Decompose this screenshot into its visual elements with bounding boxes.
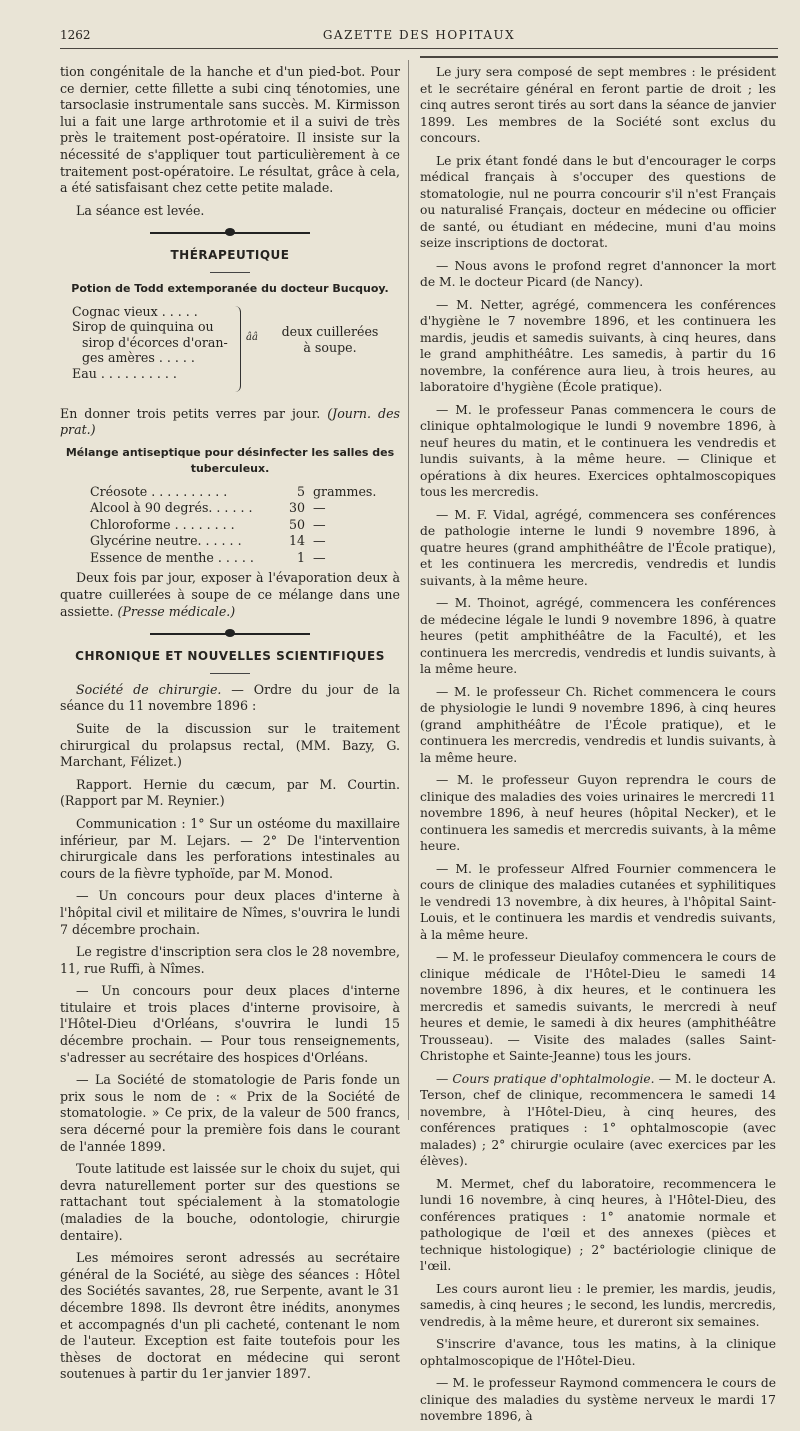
paragraph: — M. le professeur Panas commencera le cours de clinique ophtalmologique le lundi 9 novembre 1896, à neuf heures du matin, et le continuera les vendredis et lundis suivants, à la même heure. — Clinique et opérations à dix heures. Exercices ophtalmoscopiques tous les mercredis. [420, 402, 776, 499]
ingredient-line: Eau . . . . . . . . . . [72, 365, 177, 381]
right-column [420, 64, 776, 1431]
melange-usage [60, 570, 400, 620]
intro-paragraph: tion congénitale de la hanche et d'un pied-bot. Pour ce dernier, cette fillette a subi cinq ténotomies, une tarsoclasie instrumentale sans succès. M. Kirmisson lui a fait une large arthrotomie et il a suivi de très près le traitement post-opératoire. Il insiste sur la nécessité de s'appliquer tout particulièrement à ce traitement post-opératoire. Le résultat, grâce à cela, a été satisfaisant chez cette petite malade. [60, 64, 400, 196]
melange-table [90, 484, 400, 567]
potion-dose [270, 324, 390, 356]
source: (Journ. des prat.) [60, 405, 400, 438]
journal-title: GAZETTE DES HOPITAUX [322, 28, 516, 42]
paragraph: Le jury sera composé de sept membres : le président et le secrétaire général en feront partie de droit ; les cinq autres seront tirés au sort dans la séance de janvier 1899. Les membres de la Société sont exclus du concours. [420, 65, 776, 145]
paragraph: Les cours auront lieu : le premier, les mardis, jeudis, samedis, à cinq heures ; le second, les lundis, mercredis, vendredis, à la même heure, et dureront six semaines. [420, 1281, 776, 1329]
cours-label: — Cours pratique d'ophtalmologie. [436, 1071, 655, 1086]
usage-text: En donner trois petits verres par jour. [60, 405, 321, 421]
ingredient-unit: — [313, 500, 326, 516]
paragraph: S'inscrire d'avance, tous les matins, à la clinique ophtalmoscopique de l'Hôtel-Dieu. [420, 1337, 776, 1368]
societe-chirurgie [60, 682, 400, 715]
ingredient-qty: 1 [296, 549, 305, 565]
paragraph: — M. le professeur Alfred Fournier commencera le cours de clinique des maladies cutanées et syphilitiques le vendredi 13 novembre, à dix heures, à l'hôpital Saint-Louis, et le continuera les mardis et vendredis suivants, à la même heure. [420, 861, 776, 942]
usage-text: Deux fois par jour, exposer à l'évaporation deux à quatre cuillerées à soupe de ce mélange dans une assiette. [60, 570, 400, 619]
short-rule [210, 272, 250, 273]
ingredient-line: sirop d'écorces d'oran- [82, 334, 228, 350]
table-row [90, 484, 400, 501]
source: (Presse médicale.) [117, 603, 236, 619]
ornament-divider [60, 229, 400, 237]
paragraph: Les mémoires seront adressés au secrétaire général de la Société, au siège des séances : Hôtel des Sociétés savantes, 28, rue Serpente, avant le 31 décembre 1898. Ils devront être inédits, anonymes et accompagnés d'un pli cacheté, contenant le nom de l'auteur. Exception est faite toutefois pour les thèses de doctorat en médecine qui seront soutenues à partir du 1er janvier 1897. [60, 1250, 400, 1382]
left-column [60, 64, 400, 1389]
paragraph: Rapport. Hernie du cæcum, par M. Courtin. (Rapport par M. Reynier.) [60, 776, 400, 809]
ingredient-line: ges amères . . . . . [82, 350, 195, 366]
table-row [90, 500, 400, 517]
header-double-rule [420, 56, 778, 61]
ingredient-qty: 5 [296, 483, 305, 499]
societe-text: — Ordre du jour de la séance du 11 novembre 1896 : [60, 681, 400, 714]
ingredient-name: Essence de menthe . . . . . [90, 549, 254, 565]
short-rule [210, 673, 250, 674]
table-row [90, 533, 400, 550]
ingredient-line: Cognac vieux . . . . . [72, 303, 198, 319]
therapeutique-heading: THÉRAPEUTIQUE [170, 248, 290, 263]
dose-line: deux cuillerées [281, 323, 379, 339]
header-rule [60, 48, 778, 49]
brace [232, 306, 241, 392]
terson-text: — M. le docteur A. Terson, chef de clinique, recommencera le samedi 14 novembre, à l'Hôtel-Dieu, à cinq heures, des conférences pratiques : 1° ophtalmoscopie (avec malades) ; 2° chirurgie oculaire (avec exercices par les élèves). [420, 1071, 776, 1168]
potion-usage [60, 406, 400, 439]
ingredient-unit: — [313, 549, 326, 565]
paragraph: — La Société de stomatologie de Paris fonde un prix sous le nom de : « Prix de la Société de stomatologie. » Ce prix, de la valeur de 500 francs, sera décerné pour la première fois dans le courant de l'année 1899. [60, 1072, 400, 1154]
paragraph: — Un concours pour deux places d'interne titulaire et trois places d'interne provisoire, à l'Hôtel-Dieu d'Orléans, s'ouvrira le lundi 15 décembre prochain. — Pour tous renseignements, s'adresser au secrétaire des hospices d'Orléans. [60, 983, 400, 1065]
potion-title: Potion de Todd extemporanée du docteur Bucquoy. [71, 281, 389, 295]
paragraph: — M. le professeur Guyon reprendra le cours de clinique des maladies des voies urinaires le mercredi 11 novembre 1896, à neuf heures (hôpital Necker), et le continuera les samedis et mercredis suivants, à la même heure. [420, 773, 776, 853]
paragraph: — M. le professeur Dieulafoy commencera le cours de clinique médicale de l'Hôtel-Dieu le samedi 14 novembre 1896, à dix heures, et le continuera les mercredis et samedis suivants, le mercredi à neuf heures et demie, le samedi à dix heures (amphithéâtre Trousseau). — Visite des malades (salles Saint-Christophe et Sainte-Jeanne) tous les jours. [420, 950, 776, 1063]
ingredient-unit: — [313, 533, 326, 549]
societe-label: Société de chirurgie. [76, 681, 222, 697]
dose-line: à soupe. [303, 339, 357, 355]
ingredient-unit: grammes. [313, 483, 377, 499]
ingredient-name: Alcool à 90 degrés. . . . . . [90, 500, 253, 516]
ingredient-qty: 50 [288, 516, 305, 532]
terson-paragraph [420, 1071, 776, 1170]
page-header [60, 28, 778, 48]
ingredient-name: Glycérine neutre. . . . . . [90, 533, 242, 549]
column-divider [408, 60, 409, 1120]
ingredient-name: Créosote . . . . . . . . . . [90, 483, 228, 499]
paragraph: M. Mermet, chef du laboratoire, recommencera le lundi 16 novembre, à cinq heures, à l'Hôtel-Dieu, des conférences pratiques : 1° anatomie normale et pathologique de l'œil et des annexes (pièces et technique histologique) ; 2° bactériologie clinique de l'œil. [420, 1176, 776, 1273]
melange-title: Mélange antiseptique pour désinfecter les salles des tuberculeux. [65, 445, 395, 476]
paragraph: — Nous avons le profond regret d'annoncer la mort de M. le docteur Picard (de Nancy). [420, 258, 776, 289]
table-row [90, 517, 400, 534]
page-number: 1262 [60, 28, 91, 42]
seance-levee: La séance est levée. [76, 202, 205, 218]
ingredient-qty: 30 [288, 500, 305, 516]
paragraph: Communication : 1° Sur un ostéome du maxillaire inférieur, par M. Lejars. — 2° De l'intervention chirurgicale dans les perforations intestinales au cours de la fièvre typhoïde, par M. Monod. [60, 815, 400, 881]
ana-abbrev: ââ [246, 331, 258, 343]
paragraph: — M. F. Vidal, agrégé, commencera ses conférences de pathologie interne le lundi 9 novembre 1896, à quatre heures (grand amphithéâtre de l'École pratique), et les continuera les mercredis, vendredis et lundis suivants, à la même heure. [420, 507, 776, 588]
ingredient-qty: 14 [288, 533, 305, 549]
paragraph: — M. Netter, agrégé, commencera les conférences d'hygiène le 7 novembre 1896, et les continuera les mardis, jeudis et samedis suivants, à cinq heures, dans le grand amphithéâtre. Les samedis, à partir du 16 novembre, la conférence aura lieu, à trois heures, au laboratoire d'hygiène (École pratique). [420, 297, 776, 394]
ornament-divider [60, 630, 400, 638]
paragraph: — M. le professeur Ch. Richet commencera le cours de physiologie le lundi 9 novembre 1896, à cinq heures (grand amphithéâtre de l'École pratique), et le continuera les mercredis, vendredis et lundis suivants, à la même heure. [420, 684, 776, 765]
potion-recipe [60, 304, 400, 402]
ingredient-name: Chloroforme . . . . . . . . [90, 516, 235, 532]
paragraph: Toute latitude est laissée sur le choix du sujet, qui devra naturellement porter sur des questions se rattachant tout spécialement à la stomatologie (maladies de la bouche, odontologie, chirurgie dentaire). [60, 1161, 400, 1243]
paragraph: — Un concours pour deux places d'interne à l'hôpital civil et militaire de Nîmes, s'ouvrira le lundi 7 décembre prochain. [60, 888, 400, 937]
paragraph: — M. Thoinot, agrégé, commencera les conférences de médecine légale le lundi 9 novembre 1896, à quatre heures (petit amphithéâtre de la Faculté), et les continuera les mercredis, vendredis et lundis suivants, à la même heure. [420, 596, 776, 676]
table-row [90, 550, 400, 567]
paragraph: — M. le professeur Raymond commencera le cours de clinique des maladies du système nerveux le mardi 17 novembre 1896, à [420, 1376, 776, 1423]
chronique-heading: CHRONIQUE ET NOUVELLES SCIENTIFIQUES [75, 649, 385, 664]
ingredient-line: Sirop de quinquina ou [72, 319, 214, 335]
potion-ingredients [72, 304, 232, 382]
paragraph: Le registre d'inscription sera clos le 28 novembre, 11, rue Ruffi, à Nîmes. [60, 944, 400, 976]
paragraph: Suite de la discussion sur le traitement chirurgical du prolapsus rectal, (MM. Bazy, G. Marchant, Félizet.) [60, 720, 400, 770]
ingredient-unit: — [313, 516, 326, 532]
paragraph: Le prix étant fondé dans le but d'encourager le corps médical français à s'occuper des questions de stomatologie, nul ne pourra concourir s'il n'est Français ou naturalisé Français, docteur en médecine ou officier de santé, ou étudiant en médecine, muni d'au moins seize inscriptions de doctorat. [420, 153, 776, 250]
